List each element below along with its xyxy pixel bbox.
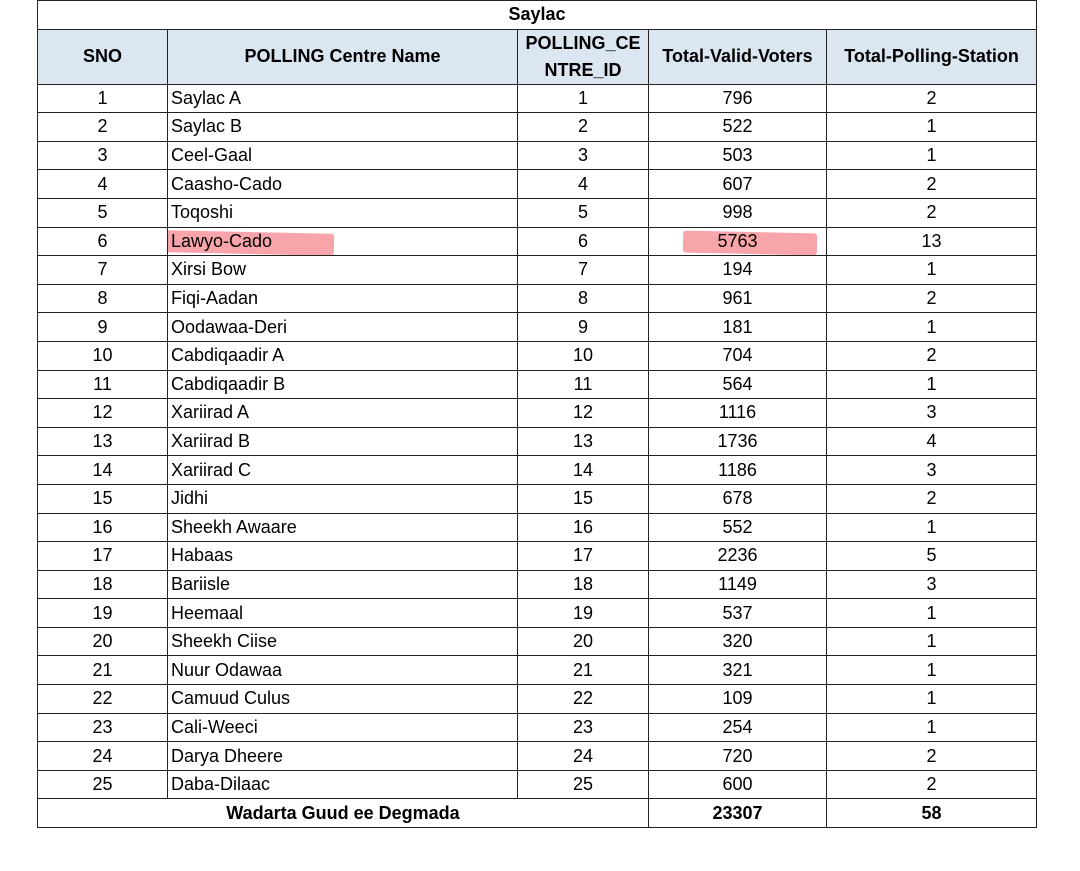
cell-valid-voters — [649, 227, 827, 256]
table-row — [38, 141, 1037, 170]
cell-sno: 13 — [38, 427, 168, 456]
cell-centre-name: Xariirad B — [168, 427, 518, 456]
cell-valid-voters: 2236 — [649, 542, 827, 571]
table-row — [38, 84, 1037, 113]
cell-centre-name: Cabdiqaadir B — [168, 370, 518, 399]
polling-centre-table — [37, 0, 1037, 828]
cell-polling-stations: 13 — [827, 227, 1037, 256]
cell-centre-name: Xariirad C — [168, 456, 518, 485]
cell-valid-voters: 537 — [649, 599, 827, 628]
cell-centre-id: 18 — [518, 570, 649, 599]
cell-valid-voters: 796 — [649, 84, 827, 113]
cell-centre-id: 23 — [518, 713, 649, 742]
cell-sno: 17 — [38, 542, 168, 571]
cell-sno: 21 — [38, 656, 168, 685]
header-polling-stations: Total-Polling-Station — [827, 29, 1037, 84]
cell-polling-stations: 2 — [827, 170, 1037, 199]
cell-valid-voters: 552 — [649, 513, 827, 542]
cell-polling-stations: 1 — [827, 256, 1037, 285]
table-row — [38, 627, 1037, 656]
cell-centre-id: 11 — [518, 370, 649, 399]
cell-polling-stations: 3 — [827, 570, 1037, 599]
table-row — [38, 370, 1037, 399]
table-row — [38, 341, 1037, 370]
table-row — [38, 570, 1037, 599]
cell-centre-id: 16 — [518, 513, 649, 542]
cell-valid-voters: 320 — [649, 627, 827, 656]
cell-polling-stations: 1 — [827, 656, 1037, 685]
cell-centre-id: 8 — [518, 284, 649, 313]
cell-sno: 20 — [38, 627, 168, 656]
cell-centre-id: 3 — [518, 141, 649, 170]
cell-sno: 12 — [38, 399, 168, 428]
cell-centre-name: Cabdiqaadir A — [168, 341, 518, 370]
cell-sno: 4 — [38, 170, 168, 199]
cell-centre-name: Xirsi Bow — [168, 256, 518, 285]
cell-polling-stations: 3 — [827, 399, 1037, 428]
cell-centre-id: 21 — [518, 656, 649, 685]
cell-valid-voters: 678 — [649, 484, 827, 513]
cell-polling-stations: 2 — [827, 341, 1037, 370]
cell-valid-voters: 720 — [649, 742, 827, 771]
cell-sno: 10 — [38, 341, 168, 370]
cell-sno: 19 — [38, 599, 168, 628]
cell-polling-stations: 1 — [827, 599, 1037, 628]
cell-polling-stations: 1 — [827, 685, 1037, 714]
cell-centre-name: Xariirad A — [168, 399, 518, 428]
cell-valid-voters: 600 — [649, 770, 827, 799]
title-row — [38, 1, 1037, 30]
cell-centre-name: Bariisle — [168, 570, 518, 599]
table-row — [38, 313, 1037, 342]
cell-centre-id: 9 — [518, 313, 649, 342]
cell-centre-id: 24 — [518, 742, 649, 771]
cell-polling-stations: 1 — [827, 627, 1037, 656]
table-row — [38, 542, 1037, 571]
table-row — [38, 713, 1037, 742]
cell-sno: 5 — [38, 198, 168, 227]
cell-sno: 25 — [38, 770, 168, 799]
cell-centre-name-text: Lawyo-Cado — [171, 230, 273, 251]
table-row — [38, 456, 1037, 485]
cell-sno: 2 — [38, 113, 168, 142]
cell-centre-id: 14 — [518, 456, 649, 485]
total-label: Wadarta Guud ee Degmada — [38, 799, 649, 828]
cell-polling-stations: 1 — [827, 313, 1037, 342]
district-title: Saylac — [38, 1, 1037, 30]
cell-centre-id: 13 — [518, 427, 649, 456]
cell-centre-name: Nuur Odawaa — [168, 656, 518, 685]
table-row — [38, 742, 1037, 771]
cell-centre-name: Sheekh Ciise — [168, 627, 518, 656]
table-row — [38, 256, 1037, 285]
cell-valid-voters-text: 5763 — [717, 230, 758, 251]
cell-sno: 7 — [38, 256, 168, 285]
cell-polling-stations: 1 — [827, 113, 1037, 142]
cell-sno: 8 — [38, 284, 168, 313]
cell-centre-name: Fiqi-Aadan — [168, 284, 518, 313]
cell-centre-id: 22 — [518, 685, 649, 714]
cell-valid-voters: 503 — [649, 141, 827, 170]
cell-sno: 16 — [38, 513, 168, 542]
cell-centre-name: Oodawaa-Deri — [168, 313, 518, 342]
cell-centre-name: Darya Dheere — [168, 742, 518, 771]
cell-centre-name: Saylac A — [168, 84, 518, 113]
table-row — [38, 170, 1037, 199]
table-row — [38, 685, 1037, 714]
cell-valid-voters: 607 — [649, 170, 827, 199]
table-body — [38, 84, 1037, 799]
cell-valid-voters: 321 — [649, 656, 827, 685]
header-valid-voters: Total-Valid-Voters — [649, 29, 827, 84]
cell-centre-id: 2 — [518, 113, 649, 142]
cell-centre-id: 7 — [518, 256, 649, 285]
cell-centre-name — [168, 227, 518, 256]
cell-valid-voters: 254 — [649, 713, 827, 742]
cell-valid-voters: 522 — [649, 113, 827, 142]
cell-polling-stations: 1 — [827, 513, 1037, 542]
cell-sno: 3 — [38, 141, 168, 170]
table-row — [38, 198, 1037, 227]
header-centre-id-line2: NTRE_ID — [544, 59, 622, 80]
cell-centre-name: Ceel-Gaal — [168, 141, 518, 170]
cell-sno: 15 — [38, 484, 168, 513]
table-row — [38, 513, 1037, 542]
cell-centre-name: Toqoshi — [168, 198, 518, 227]
cell-polling-stations: 2 — [827, 770, 1037, 799]
header-sno: SNO — [38, 29, 168, 84]
cell-polling-stations: 1 — [827, 141, 1037, 170]
cell-centre-id: 4 — [518, 170, 649, 199]
cell-sno: 1 — [38, 84, 168, 113]
cell-sno: 6 — [38, 227, 168, 256]
cell-centre-name: Caasho-Cado — [168, 170, 518, 199]
cell-centre-id: 25 — [518, 770, 649, 799]
cell-centre-name: Cali-Weeci — [168, 713, 518, 742]
cell-centre-id: 5 — [518, 198, 649, 227]
cell-centre-id: 15 — [518, 484, 649, 513]
cell-valid-voters: 1149 — [649, 570, 827, 599]
cell-valid-voters: 109 — [649, 685, 827, 714]
cell-polling-stations: 1 — [827, 370, 1037, 399]
cell-centre-name: Sheekh Awaare — [168, 513, 518, 542]
table-row — [38, 427, 1037, 456]
header-centre-id-line1: POLLING_CE — [525, 32, 641, 53]
cell-centre-id: 19 — [518, 599, 649, 628]
cell-valid-voters: 704 — [649, 341, 827, 370]
cell-centre-name: Camuud Culus — [168, 685, 518, 714]
cell-centre-id: 6 — [518, 227, 649, 256]
cell-centre-id: 10 — [518, 341, 649, 370]
cell-centre-name: Daba-Dilaac — [168, 770, 518, 799]
cell-centre-id: 17 — [518, 542, 649, 571]
cell-valid-voters: 181 — [649, 313, 827, 342]
cell-sno: 24 — [38, 742, 168, 771]
cell-polling-stations: 4 — [827, 427, 1037, 456]
cell-polling-stations: 1 — [827, 713, 1037, 742]
table-row — [38, 113, 1037, 142]
cell-centre-id: 1 — [518, 84, 649, 113]
cell-valid-voters: 564 — [649, 370, 827, 399]
cell-valid-voters: 998 — [649, 198, 827, 227]
header-centre-id — [518, 29, 649, 84]
total-voters: 23307 — [649, 799, 827, 828]
header-row — [38, 29, 1037, 84]
cell-centre-id: 20 — [518, 627, 649, 656]
cell-sno: 18 — [38, 570, 168, 599]
cell-centre-name: Jidhi — [168, 484, 518, 513]
cell-valid-voters: 1736 — [649, 427, 827, 456]
cell-valid-voters: 194 — [649, 256, 827, 285]
cell-polling-stations: 2 — [827, 284, 1037, 313]
cell-polling-stations: 3 — [827, 456, 1037, 485]
table-row — [38, 227, 1037, 256]
cell-sno: 11 — [38, 370, 168, 399]
table-row — [38, 770, 1037, 799]
cell-centre-name: Heemaal — [168, 599, 518, 628]
cell-sno: 9 — [38, 313, 168, 342]
cell-polling-stations: 2 — [827, 84, 1037, 113]
cell-sno: 22 — [38, 685, 168, 714]
table-row — [38, 599, 1037, 628]
cell-polling-stations: 2 — [827, 742, 1037, 771]
cell-valid-voters: 1186 — [649, 456, 827, 485]
table-row — [38, 284, 1037, 313]
cell-sno: 14 — [38, 456, 168, 485]
total-stations: 58 — [827, 799, 1037, 828]
cell-centre-name: Habaas — [168, 542, 518, 571]
cell-valid-voters: 961 — [649, 284, 827, 313]
cell-centre-id: 12 — [518, 399, 649, 428]
total-row — [38, 799, 1037, 828]
header-centre-name: POLLING Centre Name — [168, 29, 518, 84]
table-row — [38, 656, 1037, 685]
cell-sno: 23 — [38, 713, 168, 742]
cell-polling-stations: 2 — [827, 198, 1037, 227]
table-row — [38, 484, 1037, 513]
cell-polling-stations: 2 — [827, 484, 1037, 513]
table-row — [38, 399, 1037, 428]
cell-polling-stations: 5 — [827, 542, 1037, 571]
cell-centre-name: Saylac B — [168, 113, 518, 142]
cell-valid-voters: 1116 — [649, 399, 827, 428]
